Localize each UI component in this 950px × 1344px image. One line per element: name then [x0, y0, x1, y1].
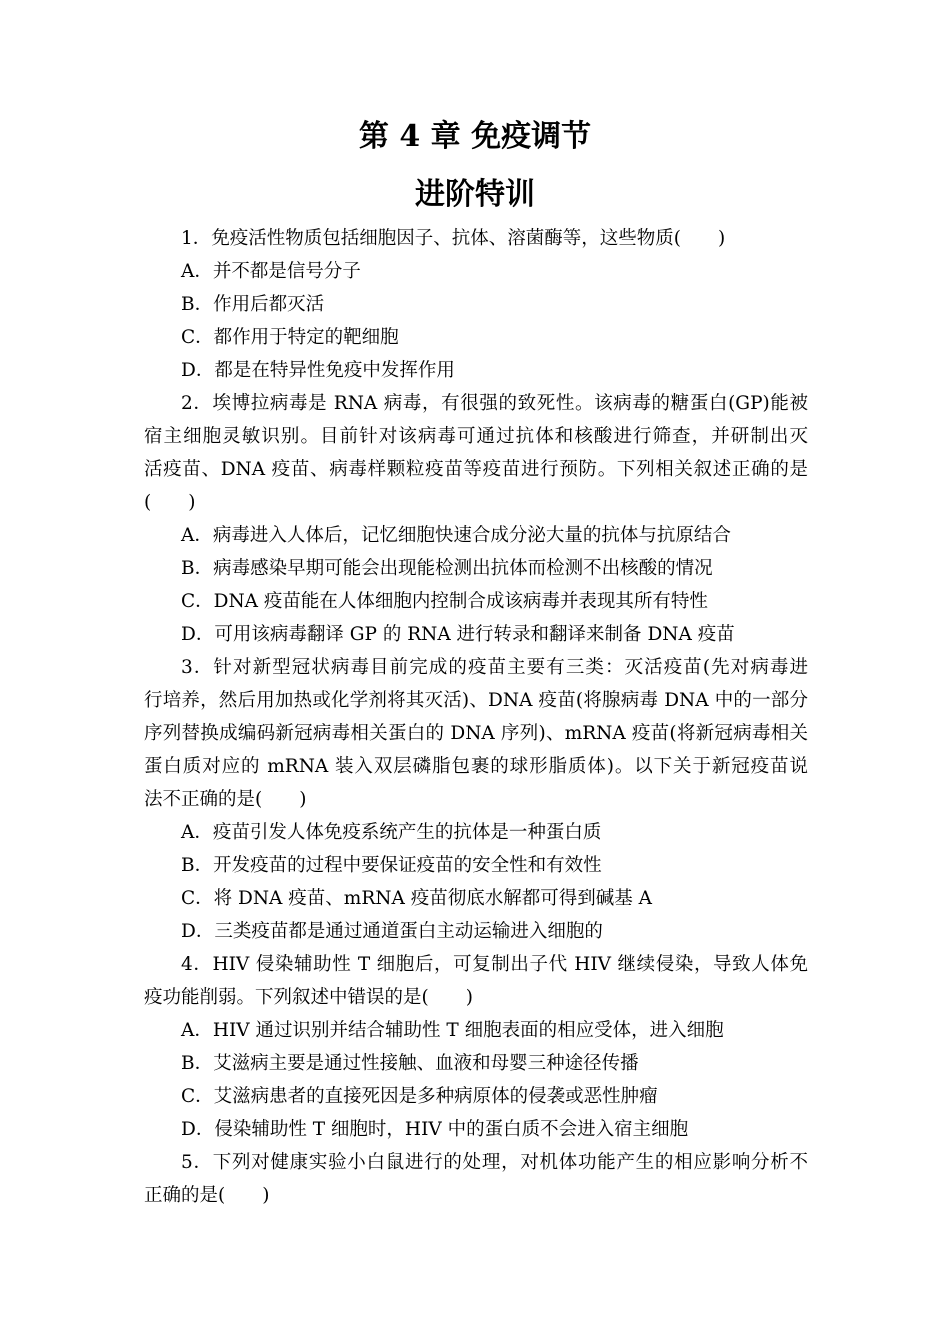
text-line: 3．针对新型冠状病毒目前完成的疫苗主要有三类：灭活疫苗(先对病毒进	[181, 657, 808, 678]
text-line: 1．免疫活性物质包括细胞因子、抗体、溶菌酶等，这些物质( )	[181, 228, 726, 249]
text-line: ( )	[144, 492, 196, 513]
text-line: C．将 DNA 疫苗、mRNA 疫苗彻底水解都可得到碱基 A	[181, 888, 652, 909]
text-line: C．DNA 疫苗能在人体细胞内控制合成该病毒并表现其所有特性	[181, 591, 708, 612]
text-line: 活疫苗、DNA 疫苗、病毒样颗粒疫苗等疫苗进行预防。下列相关叙述正确的是	[144, 459, 808, 480]
text-line: D．可用该病毒翻译 GP 的 RNA 进行转录和翻译来制备 DNA 疫苗	[181, 624, 735, 645]
text-line: B．开发疫苗的过程中要保证疫苗的安全性和有效性	[181, 855, 602, 876]
text-line: 法不正确的是( )	[144, 789, 307, 810]
text-line: 宿主细胞灵敏识别。目前针对该病毒可通过抗体和核酸进行筛查，并研制出灭	[144, 426, 808, 447]
text-line: D．都是在特异性免疫中发挥作用	[181, 360, 455, 381]
text-line: D．侵染辅助性 T 细胞时，HIV 中的蛋白质不会进入宿主细胞	[181, 1119, 689, 1140]
text-line: C．艾滋病患者的直接死因是多种病原体的侵袭或恶性肿瘤	[181, 1086, 658, 1107]
text-line: 序列替换成编码新冠病毒相关蛋白的 DNA 序列)、mRNA 疫苗(将新冠病毒相关	[144, 723, 808, 744]
text-line: B．作用后都灭活	[181, 294, 325, 315]
text-line: 疫功能削弱。下列叙述中错误的是( )	[144, 987, 473, 1008]
chapter-title: 第 4 章 免疫调节	[358, 119, 592, 154]
text-line: A．HIV 通过识别并结合辅助性 T 细胞表面的相应受体，进入细胞	[181, 1020, 724, 1041]
text-line: A．病毒进入人体后，记忆细胞快速合成分泌大量的抗体与抗原结合	[181, 525, 731, 546]
text-line: 蛋白质对应的 mRNA 装入双层磷脂包裹的球形脂质体)。以下关于新冠疫苗说	[144, 756, 808, 777]
text-line: 5．下列对健康实验小白鼠进行的处理，对机体功能产生的相应影响分析不	[181, 1152, 808, 1173]
text-line: 行培养，然后用加热或化学剂将其灭活)、DNA 疫苗(将腺病毒 DNA 中的一部分	[144, 690, 808, 711]
text-line: A．疫苗引发人体免疫系统产生的抗体是一种蛋白质	[181, 822, 602, 843]
text-line: B．病毒感染早期可能会出现能检测出抗体而检测不出核酸的情况	[181, 558, 713, 579]
text-line: B．艾滋病主要是通过性接触、血液和母婴三种途径传播	[181, 1053, 639, 1074]
text-line: 2．埃博拉病毒是 RNA 病毒，有很强的致死性。该病毒的糖蛋白(GP)能被	[181, 393, 808, 414]
question-body	[144, 222, 808, 1212]
section-subtitle: 进阶特训	[415, 177, 535, 212]
text-line: A．并不都是信号分子	[181, 261, 361, 282]
text-line: 正确的是( )	[144, 1185, 270, 1206]
text-line: 4．HIV 侵染辅助性 T 细胞后，可复制出子代 HIV 继续侵染，导致人体免	[181, 954, 808, 975]
text-line: D．三类疫苗都是通过通道蛋白主动运输进入细胞的	[181, 921, 603, 942]
text-line: C．都作用于特定的靶细胞	[181, 327, 399, 348]
